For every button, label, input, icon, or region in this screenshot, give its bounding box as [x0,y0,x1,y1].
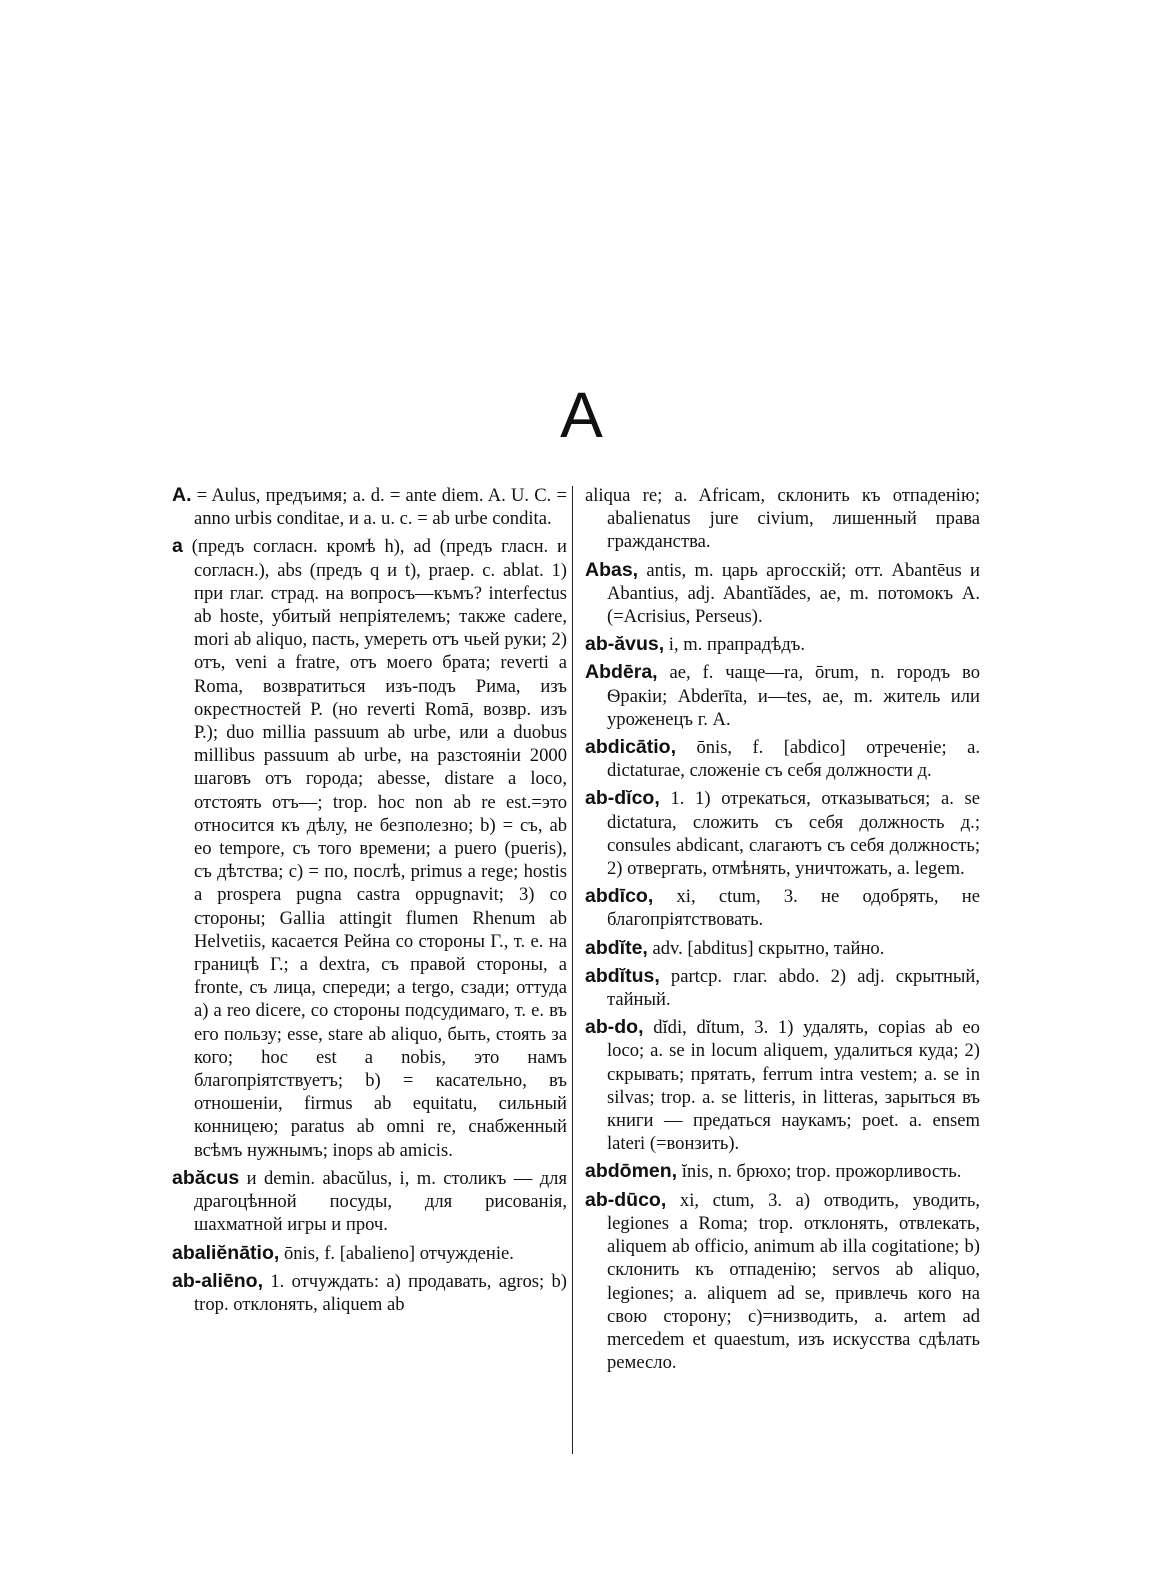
entry-definition: adv. [abditus] скрытно, тайно. [652,937,885,959]
dictionary-entry [585,965,980,1011]
entry-definition: ae, f. чаще—ra, ōrum, n. городъ во Ѳракіи; Abderīta, и—tes, ae, m. житель или уроженецъ г. A. [607,662,980,730]
right-column [585,484,980,1374]
entry-definition: 1. отчуждать: a) продавать, agros; b) trop. отклонять, aliquem ab [194,1270,567,1315]
entry-definition: ōnis, f. [abalieno] отчужденіе. [283,1242,514,1264]
entry-headword: ab-dūco, [585,1188,667,1211]
dictionary-entry [585,885,980,931]
entry-headword: Abdēra, [585,661,658,684]
entry-definition: aliqua re; a. Africam, склонить къ отпаденію; abalienatus jure civium, лишенный права гражданства. [585,485,980,553]
dictionary-entry [585,1016,980,1155]
entry-headword: a [172,535,183,558]
left-column [172,484,567,1316]
entry-definition: ĭnis, n. брюхо; trop. прожорливость. [681,1161,962,1183]
entry-definition: = Aulus, предъимя; a. d. = ante diem. A. U. C. = anno urbis conditae, и a. u. c. = ab urbe condita. [194,485,567,530]
dictionary-entry [172,1270,567,1316]
entry-headword: abdōmen, [585,1160,678,1183]
entry-headword: ab-ăvus, [585,633,665,656]
dictionary-entry [585,559,980,629]
entry-headword: abdĭte, [585,936,648,959]
dictionary-entry [585,1160,980,1183]
entry-headword: ab-do, [585,1016,644,1039]
dictionary-entry [585,633,980,656]
entry-headword: abăcus [172,1166,240,1189]
entry-headword: abdĭtus, [585,964,660,987]
column-divider [572,486,573,1454]
entry-definition: (предъ согласн. кромѣ h), ad (предъ гласн. и согласн.), abs (предъ q и t), praep. c. ablat. 1) при глаг. страд. на вопросъ—къмъ? interfectus ab hoste, убитый непріятелемъ; также cadere, mori ab aliquo, пасть, умереть отъ чьей руки; 2) отъ, veni a fratre, отъ моего брата; reverti a Roma, возвратиться изъ-подъ Рима, изъ окрестностей Р. (но reverti Romā, возвр. изъ Р.); duo millia passuum ab urbe, или a duobus millibus passuum ab urbe, на разстояніи 2000 шаговъ отъ города; abesse, distare a loco, отстоять отъ—; trop. hoc non ab re est.=это относится къ дѣлу, не безполезно; b) = съ, ab eo tempore, съ того времени; a puero (pueris), съ дѣтства; c) = по, послѣ, primus a rege; hostis a prospera pugna castra oppugnavit; 3) со стороны; Gallia attingit flumen Rhenum ab Helvetiis, касается Рейна со стороны Г., т. е. на границѣ Г.; a dextra, съ правой стороны, a fronte, съ лица, спереди; a tergo, сзади; оттуда a) a reo dicere, со стороны подсудимаго, т. е. въ его пользу; esse, stare ab aliquo, быть, стоять за кого; hoc est a nobis, это намъ благопріятствуетъ; b) = касательно, въ отношеніи, firmus ab equitatu, сильный конницею; paratus ab omni re, снабженный всѣмъ нужнымъ; inops ab amicis. [191,536,567,1161]
entry-definition: ōnis, f. [abdico] отреченіе; a. dictaturae, сложеніе съ себя должности д. [607,737,980,782]
entry-definition: partcp. глаг. abdo. 2) adj. скрытный, тайный. [607,965,980,1011]
entry-definition: antis, m. царь аргосскій; отт. Abantēus и Abantius, adj. Abantĭădes, ae, m. потомокъ A. (=Acrisius, Perseus). [607,559,980,628]
entry-headword: abaliĕnātio, [172,1241,280,1264]
dictionary-entry [585,787,980,880]
dictionary-entry-continuation [585,484,980,554]
entry-definition: и demin. abacŭlus, i, m. столикъ — для драгоцѣнной посуды, для рисованія, шахматной игры и проч. [194,1167,568,1236]
entry-definition: 1. 1) отрекаться, отказываться; a. se dictatura, сложить съ себя должность д.; consules abdicant, слагаютъ съ себя должность; 2) отвергать, отмѣнять, уничтожать, a. legem. [607,788,980,880]
dictionary-entry [172,1167,567,1237]
entry-definition: xi, ctum, 3. a) отводить, уводить, legiones a Roma; trop. отклонять, отвлекать, aliquem ab officio, animum ab illa cogitatione; b) склонить къ отпаденію; servos ab aliquo, legiones; a. aliquem ad se, привлечь кого на свою сторону; c)=низводить, a. artem ad mercedem et quaestum, изъ искусства сдѣлать ремесло. [607,1189,980,1374]
dictionary-entry [585,736,980,782]
entry-headword: Abas, [585,558,639,581]
entry-definition: xi, ctum, 3. не одобрять, не благопріятствовать. [607,886,980,931]
entry-headword: abdicātio, [585,736,677,759]
dictionary-entry [585,937,980,960]
dictionary-entry [172,484,567,530]
dictionary-entry [172,535,567,1161]
entry-headword: ab-dĭco, [585,787,660,810]
entry-headword: ab-aliēno, [172,1269,264,1292]
section-letter-heading: A [560,379,603,451]
entry-definition: i, m. прапрадѣдъ. [668,634,806,656]
entry-headword: abdīco, [585,885,654,908]
dictionary-entry [172,1242,567,1265]
entry-headword: A. [172,484,192,506]
entry-definition: dĭdi, dĭtum, 3. 1) удалять, copias ab eo loco; a. se in locum aliquem, удалиться куда; 2) скрывать; прятать, ferrum intra vestem; a. se in silvas; trop. a. se litteris, in litteras, зарыться въ книги — предаться наукамъ; poet. a. ensem lateri (=вонзить). [607,1017,980,1155]
dictionary-entry [585,1189,980,1375]
dictionary-entry [585,661,980,731]
